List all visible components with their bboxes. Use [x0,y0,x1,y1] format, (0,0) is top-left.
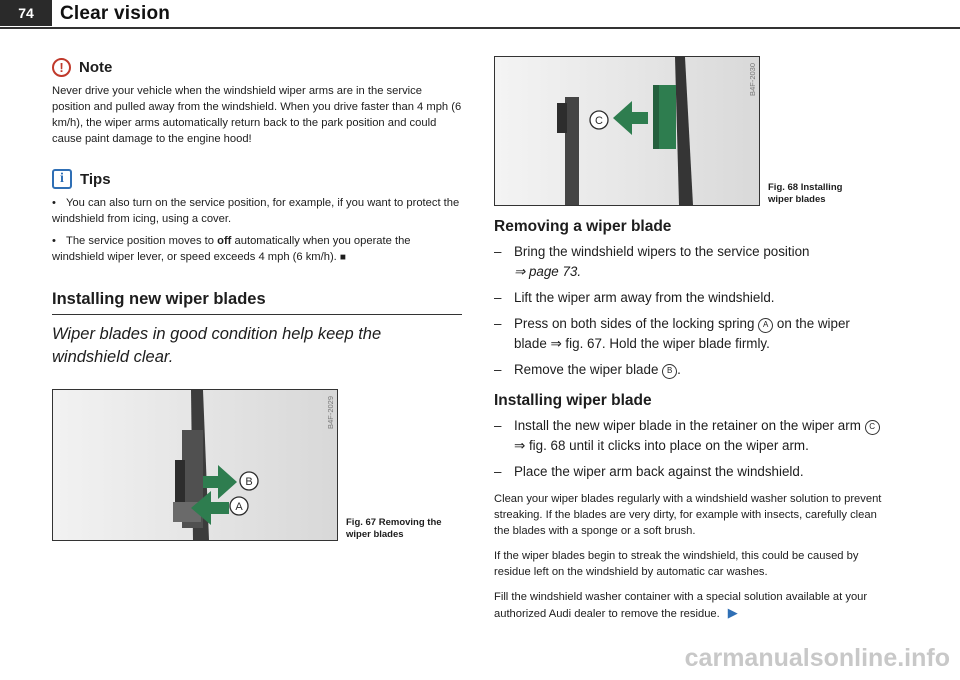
warning-icon: ! [52,58,71,77]
svg-text:A: A [235,501,243,513]
figure-68 [494,56,884,206]
info-icon: i [52,169,72,189]
note-text: Never drive your vehicle when the windshield wiper arms are in the service position and pulled away from the windshield. When you drive faster than 4 mph (6 km/h), the wiper arms automatically return back to the park position and could cause paint damage to the engine hood! [52,85,462,145]
paragraph-2: If the wiper blades begin to streak the windshield, this could be caused by residue left on the windshield by automatic car washes. [494,550,859,578]
installing-step-1: – Install the new wiper blade in the retainer on the wiper arm C ⇒ fig. 68 until it clicks into place on the wiper arm. [494,416,884,456]
callout-a: A [758,318,773,333]
page-73-link[interactable]: ⇒ page 73. [514,264,582,279]
left-column [52,38,462,541]
svg-text:C: C [595,115,603,127]
figure-67-code: B4F-2029 [326,396,335,429]
tips-bullet-2: • The service position moves to off automatically when you operate the windshield wiper lever, or speed exceeds 4 mph (6 km/h). ■ [52,235,411,263]
removing-step-4: – Remove the wiper blade B . [494,362,681,377]
callout-b: B [662,364,677,379]
section-lead: Wiper blades in good condition help keep the windshield clear. [52,325,382,366]
figure-67 [52,389,462,541]
note-heading [52,58,462,77]
wiper-install-illustration [495,57,759,205]
svg-text:B: B [245,476,253,488]
wiper-removal-illustration [53,390,337,540]
header-rule [0,27,960,29]
figure-67-caption: Fig. 67 Removing the wiper blades [346,517,442,540]
removing-title: Removing a wiper blade [494,218,672,235]
figure-67-image [52,389,338,541]
tips-bullet-1: • You can also turn on the service position, for example, if you want to protect the windshield from icing, using a cover. [52,197,460,225]
page-number: 74 [0,0,52,26]
installing-step-2: – Place the wiper arm back against the windshield. [494,464,804,479]
note-label: Note [79,59,113,76]
tips-label: Tips [80,170,111,188]
removing-step-3: – Press on both sides of the locking spring A on the wiper blade ⇒ fig. 67. Hold the wiper blade firmly. [494,316,850,351]
running-head: Clear vision [60,3,171,24]
figure-68-image [494,56,760,206]
removing-step-1: – Bring the windshield wipers to the service position ⇒ page 73. [494,244,810,279]
paragraph-1: Clean your wiper blades regularly with a windshield washer solution to prevent streaking. If the blades are very dirty, for example with insects, carefully clean the blades with a sponge or a soft brush. [494,493,882,537]
end-mark: ■ [339,252,346,263]
continue-arrow-icon: ▶ [727,605,738,620]
removing-step-2: – Lift the wiper arm away from the windshield. [494,290,775,305]
installing-title: Installing wiper blade [494,392,652,409]
watermark: carmanualsonline.info [684,644,950,672]
right-column [494,38,884,622]
figure-68-caption: Fig. 68 Installing wiper blades [768,182,843,205]
figure-68-code: B4F-2030 [748,63,757,96]
callout-c: C [865,420,880,435]
tips-heading [52,169,462,189]
paragraph-3: Fill the windshield washer container with a special solution available at your authorized Audi dealer to remove the residue. ▶ [494,591,868,620]
section-title: Installing new wiper blades [52,290,462,315]
